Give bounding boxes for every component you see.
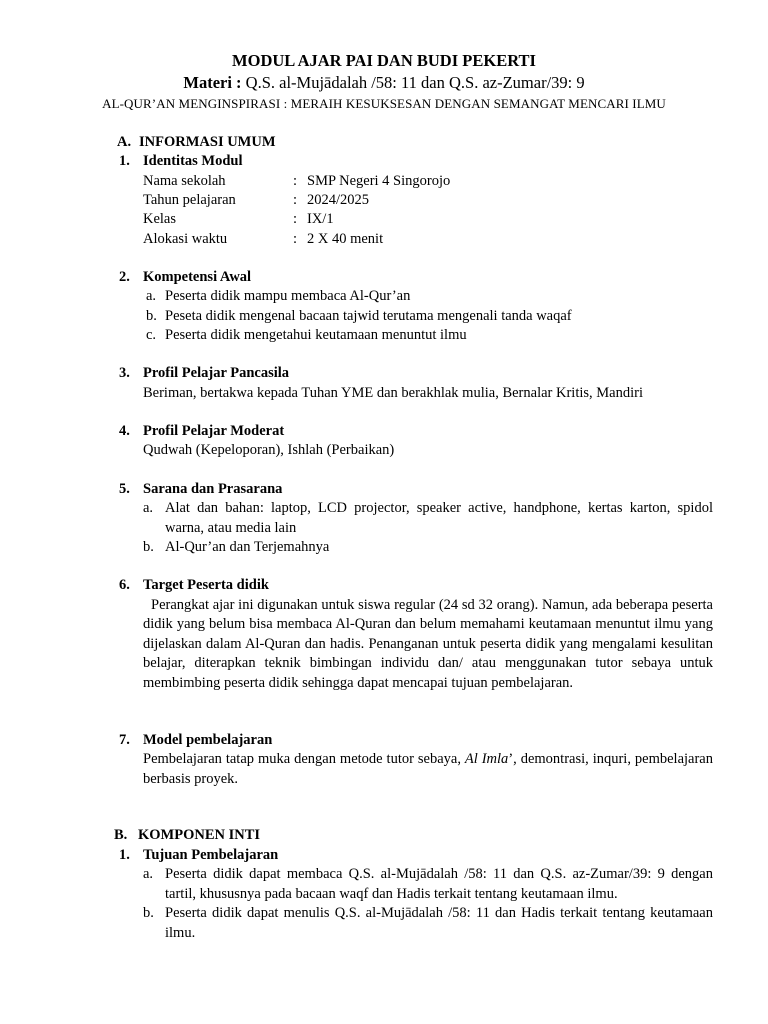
row-colon: : [293,173,298,189]
item-heading-model [119,731,272,751]
item-heading-tujuan [119,846,278,866]
row-value: 2 X 40 menit [307,231,384,247]
item-heading-kompetensi [119,268,251,288]
item-number: 6. [119,577,130,593]
section-letter: A. [117,134,132,150]
item-title: Target Peserta didik [143,577,269,593]
item-number: 5. [119,481,130,497]
item-heading-identitas [119,152,243,172]
item-title: Profil Pelajar Moderat [143,423,285,439]
model-text-after: ’, demontrasi, inquri, pembelajaran berbasis proyek. [143,751,713,787]
identitas-row [143,210,334,230]
item-heading-target [119,576,269,596]
model-text [143,750,713,789]
list-item [143,499,713,538]
item-title: Tujuan Pembelajaran [143,847,279,863]
model-text-before: Pembelajaran tatap muka dengan metode tutor sebaya, [143,751,465,767]
item-title: Model pembelajaran [143,732,273,748]
list-item [143,904,713,943]
profil-moderat-text: Qudwah (Kepeloporan), Ishlah (Perbaikan) [143,442,395,458]
section-b-heading [114,826,260,846]
list-marker: a. [143,866,154,882]
item-title: Kompetensi Awal [143,269,252,285]
row-colon: : [293,192,298,208]
section-a-heading [117,133,276,153]
list-marker: b. [146,308,157,324]
list-text: Peserta didik mengetahui keutamaan menuntut ilmu [165,327,467,343]
profil-pancasila-text: Beriman, bertakwa kepada Tuhan YME dan berakhlak mulia, Bernalar Kritis, Mandiri [143,385,643,401]
item-heading-sarana [119,480,282,500]
document-title: MODUL AJAR PAI DAN BUDI PEKERTI [232,51,536,70]
item-number: 1. [119,153,130,169]
item-heading-profil-pancasila [119,364,289,384]
item-number: 4. [119,423,130,439]
row-value: 2024/2025 [307,192,370,208]
section-title: INFORMASI UMUM [139,134,276,150]
list-text: Alat dan bahan: laptop, LCD projector, speaker active, handphone, kertas karton, spidol warna, atau media lain [165,500,713,536]
item-title: Sarana dan Prasarana [143,481,283,497]
list-item [146,307,713,327]
list-marker: b. [143,539,154,555]
model-text-italic: Al Imla [464,751,509,767]
item-title: Identitas Modul [143,153,243,169]
row-value: SMP Negeri 4 Singorojo [307,173,451,189]
list-marker: a. [146,288,157,304]
row-colon: : [293,231,298,247]
list-item [143,865,713,904]
materi-text: Q.S. al-Mujādalah /58: 11 dan Q.S. az-Zumar/39: 9 [245,73,585,92]
item-number: 2. [119,269,130,285]
item-heading-profil-moderat [119,422,284,442]
row-label: Kelas [143,211,177,227]
list-text: Peseta didik mengenal bacaan tajwid terutama mengenali tanda waqaf [165,308,572,324]
item-title: Profil Pelajar Pancasila [143,365,290,381]
row-label: Nama sekolah [143,173,226,189]
row-label: Alokasi waktu [143,231,228,247]
materi-line [0,73,768,93]
list-text: Al-Qur’an dan Terjemahnya [165,539,330,555]
list-marker: a. [143,500,154,516]
section-letter: B. [114,827,128,843]
list-item [143,538,713,558]
target-text: Perangkat ajar ini digunakan untuk siswa regular (24 sd 32 orang). Namun, ada beberapa peserta didik yang belum bisa membaca Al-Quran dan belum memahami keutamaan menuntut ilmu yang dijelaskan dalam Al-Quran dan hadis. Penanganan untuk peserta didik yang mengalami kesulitan belajar, diterapkan teknik bimbingan individu dan/ atau menggunakan tutor sebaya untuk membimbing peserta didik sehingga dapat mencapai tujuan pembelajaran. [143,597,713,691]
list-text: Peserta didik dapat membaca Q.S. al-Mujādalah /58: 11 dan Q.S. az-Zumar/39: 9 dengan tartil, khususnya pada bacaan waqf dan Hadis terkait tentang keutamaan ilmu. [165,866,713,902]
row-colon: : [293,211,298,227]
list-item [146,287,713,307]
materi-label: Materi : [183,73,242,92]
list-item [146,326,713,346]
identitas-row [143,191,369,211]
item-number: 7. [119,732,130,748]
section-title: KOMPONEN INTI [138,827,261,843]
identitas-row [143,230,383,250]
row-label: Tahun pelajaran [143,192,236,208]
list-marker: b. [143,905,154,921]
list-marker: c. [146,327,157,343]
item-number: 3. [119,365,130,381]
document-subtitle: AL-QUR’AN MENGINSPIRASI : MERAIH KESUKSESAN DENGAN SEMANGAT MENCARI ILMU [102,96,666,111]
list-text: Peserta didik mampu membaca Al-Qur’an [165,288,411,304]
row-value: IX/1 [307,211,334,227]
identitas-row [143,172,450,192]
list-text: Peserta didik dapat menulis Q.S. al-Mujādalah /58: 11 dan Hadis terkait tentang keutamaan ilmu. [165,905,713,941]
item-number: 1. [119,847,130,863]
